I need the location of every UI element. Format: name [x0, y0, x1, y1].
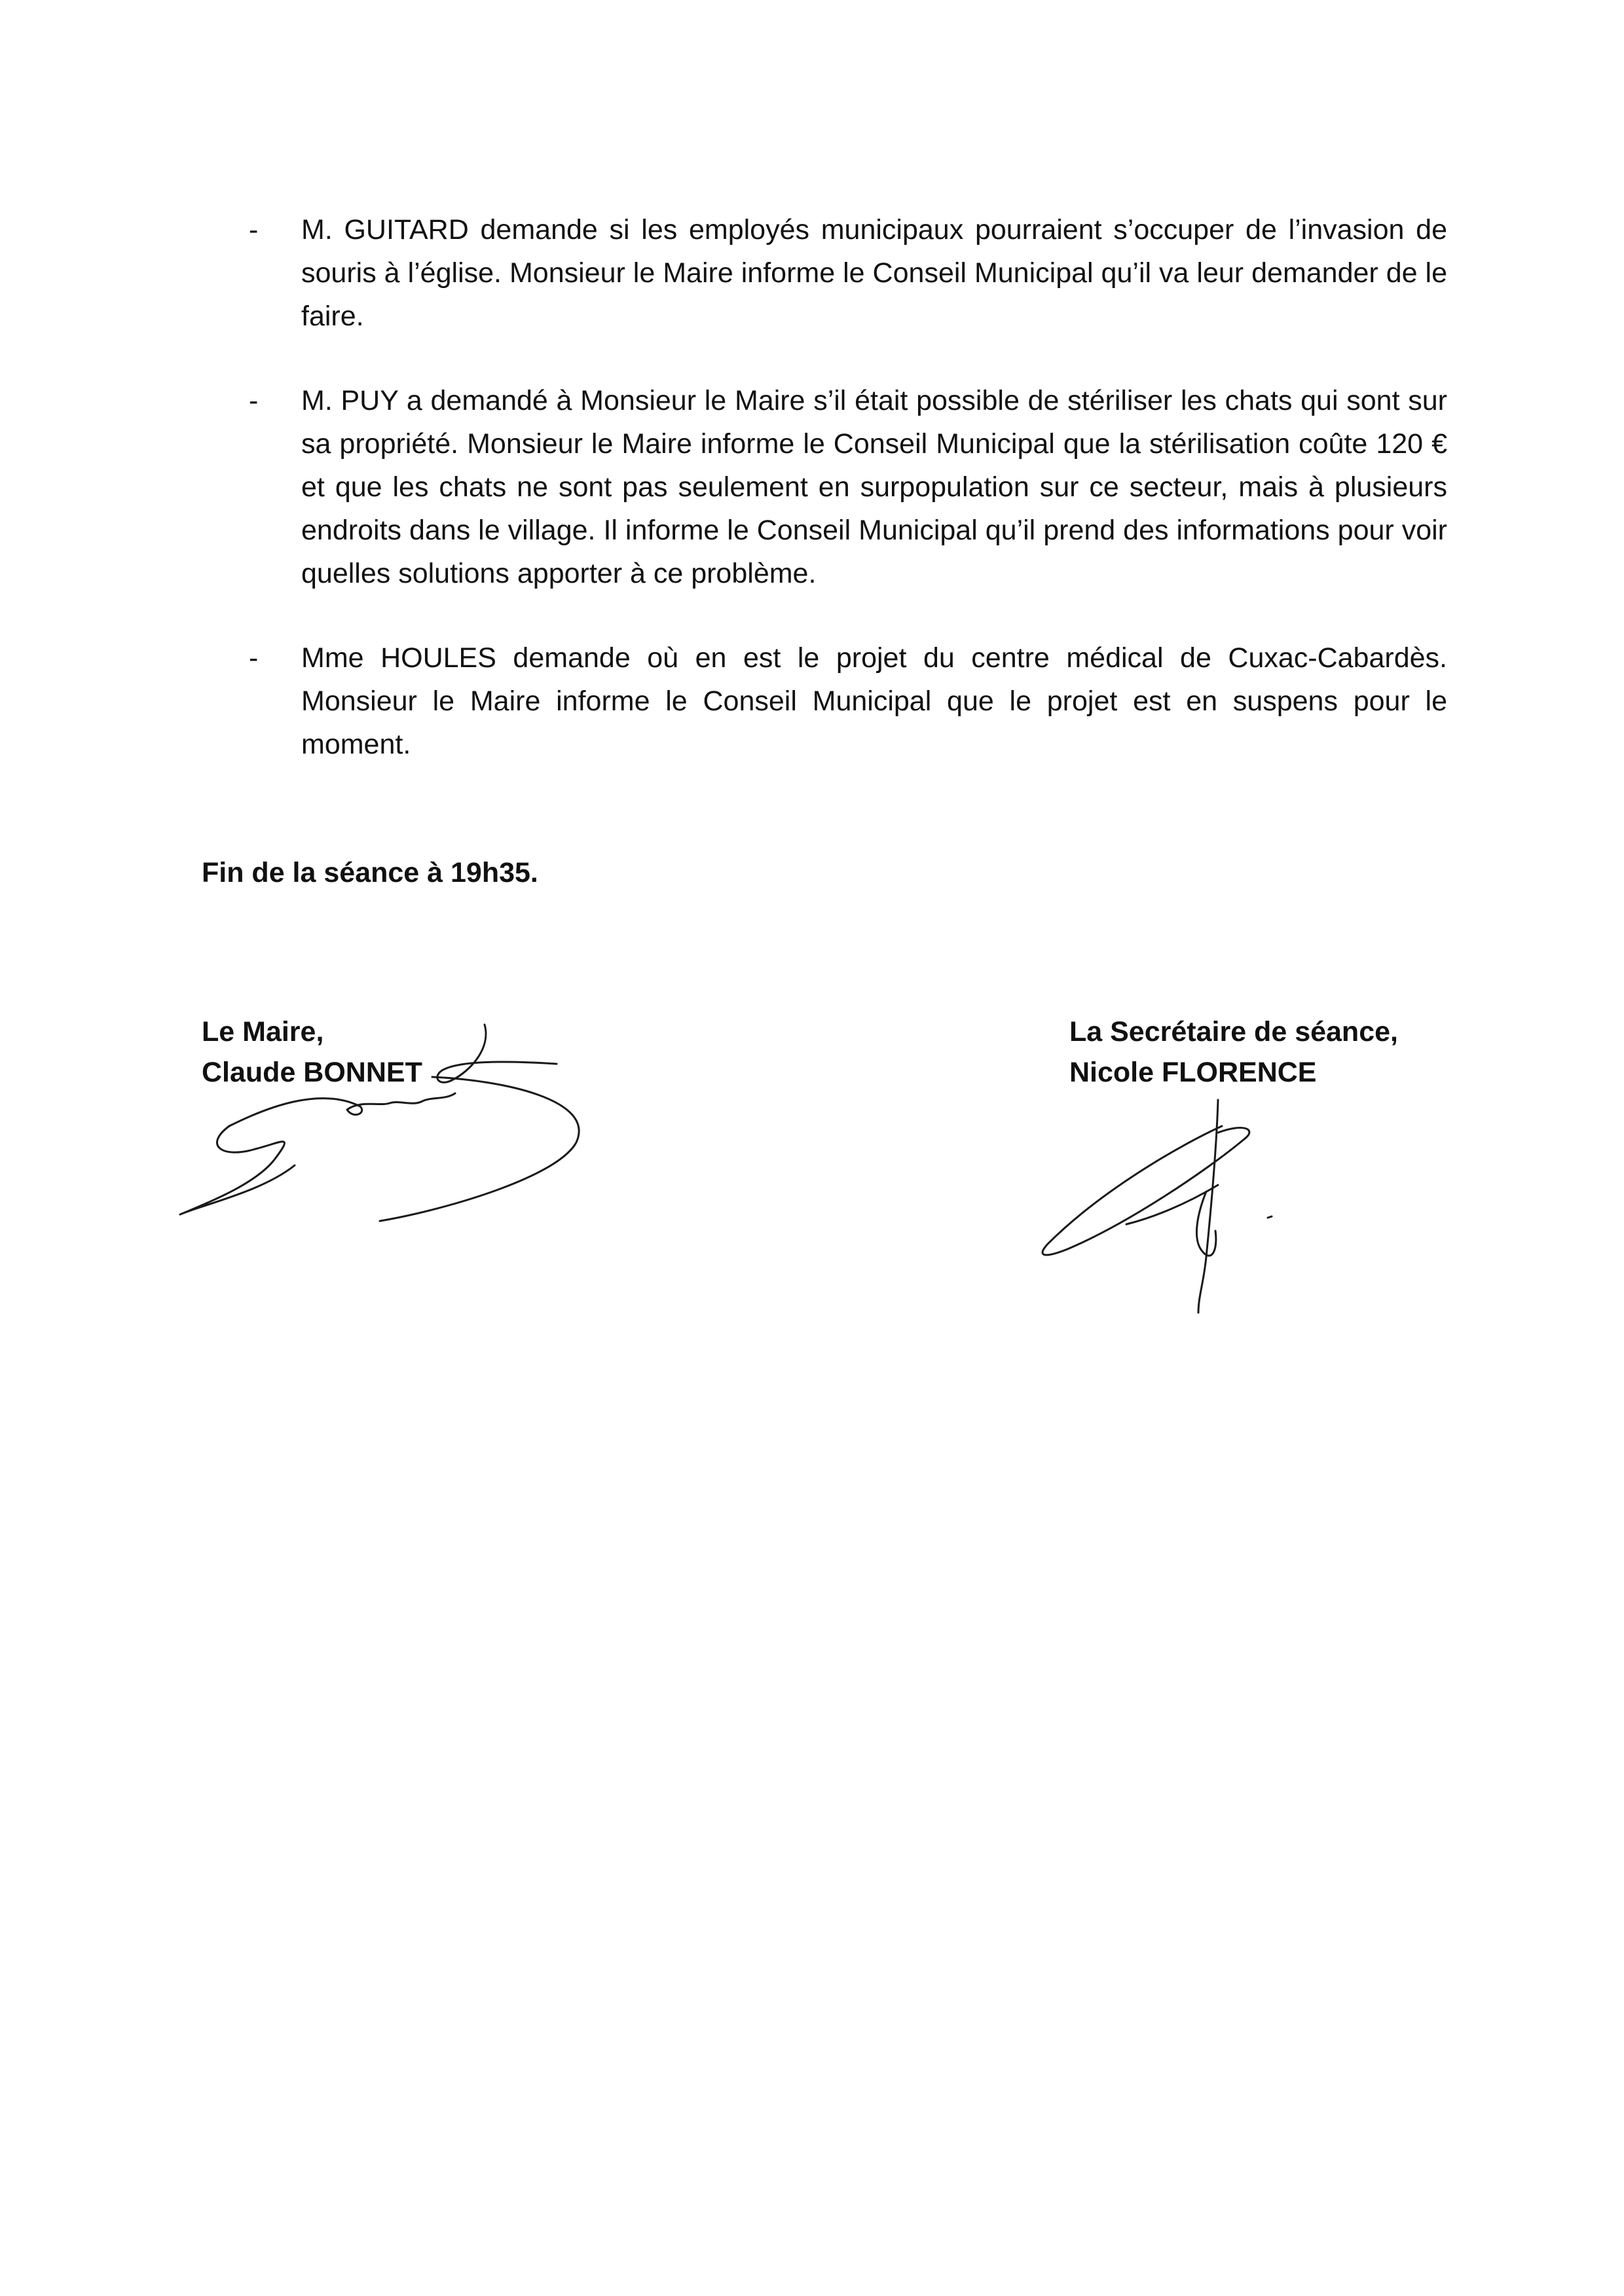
mayor-handwritten-signature	[164, 1008, 609, 1231]
mayor-role: Le Maire,	[202, 1016, 324, 1048]
session-end-text: Fin de la séance à 19h35.	[202, 857, 538, 888]
secretary-name: Nicole FLORENCE	[1069, 1057, 1317, 1088]
list-item	[249, 636, 1447, 766]
list-item	[249, 208, 1447, 338]
list-item	[249, 379, 1447, 595]
secretary-role: La Secrétaire de séance,	[1069, 1016, 1398, 1048]
secretary-signature-block	[1069, 1011, 1398, 1093]
secretary-handwritten-signature	[1022, 1087, 1297, 1316]
questions-list	[249, 208, 1447, 807]
mayor-name: Claude BONNET	[202, 1057, 422, 1088]
list-item-text: M. GUITARD demande si les employés municipaux pourraient s’occuper de l’invasion de souris à l’église. Monsieur le Maire informe le Conseil Municipal qu’il va leur demander de le faire.	[301, 214, 1447, 332]
bullet-dash: -	[249, 214, 259, 246]
list-item-text: M. PUY a demandé à Monsieur le Maire s’il était possible de stériliser les chats qui sont sur sa propriété. Monsieur le Maire informe le Conseil Municipal que la stérilisation coûte 120 € et que les chats ne sont pas seulement en surpopulation sur ce secteur, mais à plusieurs endroits dans le village. Il informe le Conseil Municipal qu’il prend des informations pour voir quelles solutions apporter à ce problème.	[301, 385, 1447, 589]
list-item-text: Mme HOULES demande où en est le projet du centre médical de Cuxac-Cabardès. Monsieur le Maire informe le Conseil Municipal que le projet est en suspens pour le moment.	[301, 642, 1447, 760]
bullet-dash: -	[249, 385, 259, 416]
bullet-dash: -	[249, 642, 259, 674]
